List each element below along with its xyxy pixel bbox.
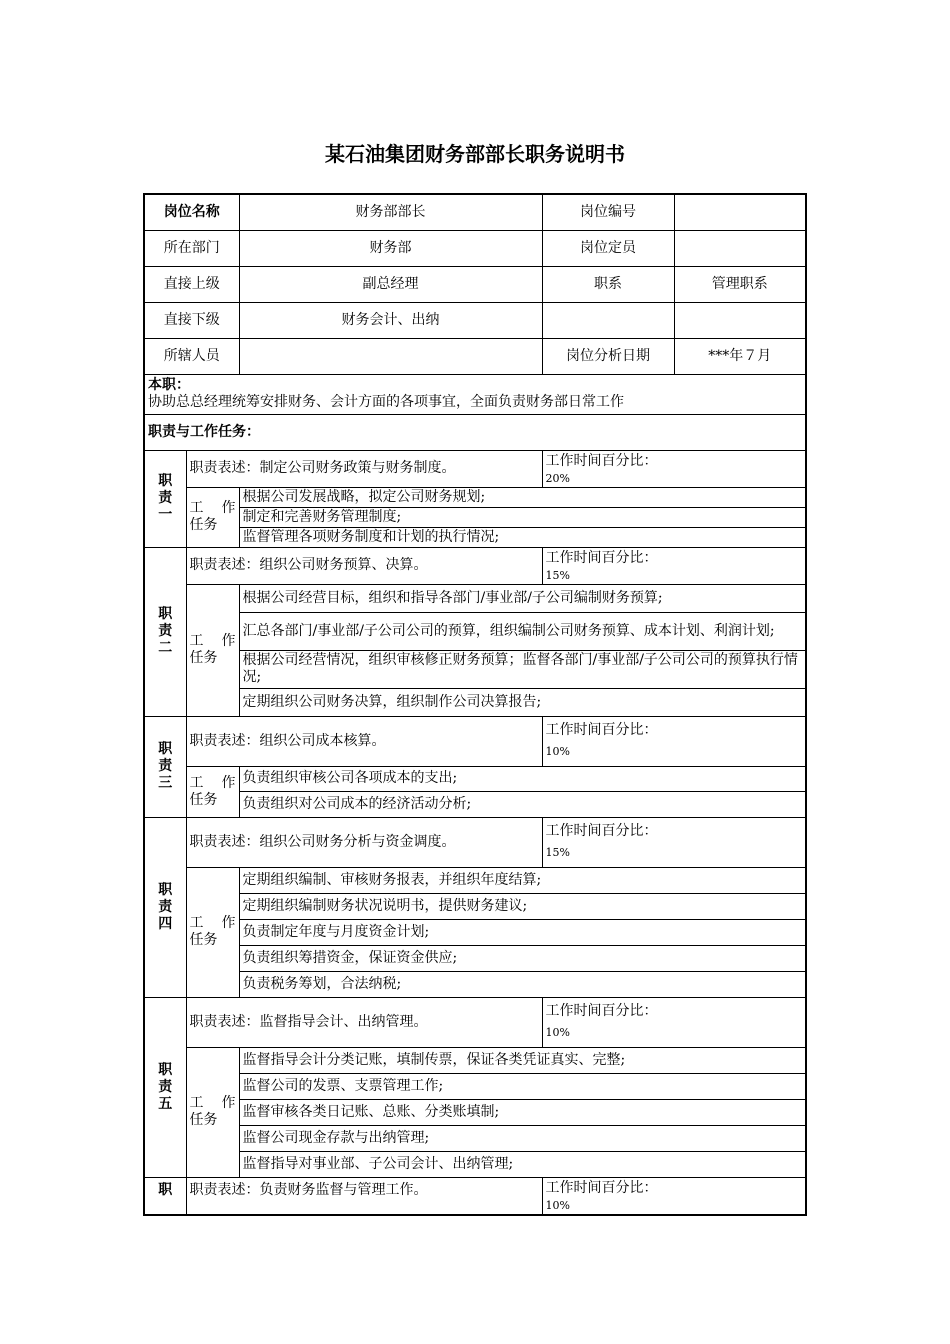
duty-4-statement: 职责表述：组织公司财务分析与资金调度。 — [186, 817, 542, 867]
duty-2-statement: 职责表述：组织公司财务预算、决算。 — [186, 547, 542, 584]
duty-statement-row — [144, 1177, 806, 1215]
position-code-value — [674, 194, 806, 230]
position-code-label: 岗位编号 — [542, 194, 674, 230]
duty-5-task: 监督指导对事业部、子公司会计、出纳管理; — [239, 1151, 806, 1177]
info-row — [144, 302, 806, 338]
task-row — [144, 766, 806, 791]
job-family-label: 职系 — [542, 266, 674, 302]
position-name-label: 岗位名称 — [144, 194, 239, 230]
task-row — [144, 893, 806, 919]
task-row — [144, 791, 806, 817]
position-name-value: 财务部部长 — [239, 194, 542, 230]
duty-2-task: 根据公司经营情况，组织审核修正财务预算；监督各部门/事业部/子公司公司的预算执行情况; — [239, 650, 806, 688]
responsibilities-header-row — [144, 414, 806, 450]
task-row — [144, 919, 806, 945]
task-row — [144, 867, 806, 893]
subordinate-label: 直接下级 — [144, 302, 239, 338]
page-title: 某石油集团财务部部长职务说明书 — [325, 142, 625, 166]
duty-5-task: 监督审核各类日记账、总账、分类账填制; — [239, 1099, 806, 1125]
summary-label: 本职： — [148, 376, 190, 393]
task-label: 工 作 任务 — [186, 766, 239, 817]
duty-5-pct: 工作时间百分比： 10% — [542, 997, 806, 1047]
duty-statement-row — [144, 450, 806, 487]
task-row — [144, 507, 806, 527]
superior-label: 直接上级 — [144, 266, 239, 302]
job-description-table — [143, 193, 807, 1216]
duty-3-statement: 职责表述：组织公司成本核算。 — [186, 716, 542, 766]
responsibilities-label: 职责与工作任务： — [144, 414, 806, 450]
task-row — [144, 945, 806, 971]
info-row — [144, 194, 806, 230]
duty-2-task: 定期组织公司财务决算，组织制作公司决算报告; — [239, 688, 806, 716]
staff-label: 所辖人员 — [144, 338, 239, 374]
duty-3-pct: 工作时间百分比： 10% — [542, 716, 806, 766]
duty-4-task: 负责组织筹措资金，保证资金供应; — [239, 945, 806, 971]
task-row — [144, 1099, 806, 1125]
task-row — [144, 650, 806, 688]
duty-2-pct: 工作时间百分比： 15% — [542, 547, 806, 584]
task-row — [144, 527, 806, 547]
job-family-value: 管理职系 — [674, 266, 806, 302]
staff-value — [239, 338, 542, 374]
task-label: 工 作 任务 — [186, 487, 239, 547]
duty-1-task: 根据公司发展战略，拟定公司财务规划; — [239, 487, 806, 507]
duty-5-task: 监督公司现金存款与出纳管理; — [239, 1125, 806, 1151]
empty-value — [674, 302, 806, 338]
duty-2-task: 根据公司经营目标，组织和指导各部门/事业部/子公司编制财务预算; — [239, 584, 806, 612]
department-label: 所在部门 — [144, 230, 239, 266]
superior-value: 副总经理 — [239, 266, 542, 302]
duty-3-name: 职 责 三 — [144, 716, 186, 817]
duty-5-task: 监督指导会计分类记账，填制传票，保证各类凭证真实、完整; — [239, 1047, 806, 1073]
summary-text: 协助总总经理统筹安排财务、会计方面的各项事宜，全面负责财务部日常工作 — [148, 393, 624, 410]
duty-4-task: 负责税务筹划，合法纳税; — [239, 971, 806, 997]
duty-statement-row — [144, 997, 806, 1047]
duty-6-statement: 职责表述：负责财务监督与管理工作。 — [186, 1177, 542, 1215]
task-label: 工 作 任务 — [186, 584, 239, 716]
task-row — [144, 1073, 806, 1099]
info-row — [144, 266, 806, 302]
headcount-label: 岗位定员 — [542, 230, 674, 266]
subordinate-value: 财务会计、出纳 — [239, 302, 542, 338]
task-label: 工 作 任务 — [186, 867, 239, 997]
duty-4-task: 定期组织编制财务状况说明书，提供财务建议; — [239, 893, 806, 919]
duty-1-task: 制定和完善财务管理制度; — [239, 507, 806, 527]
task-row — [144, 584, 806, 612]
task-row — [144, 612, 806, 650]
task-row — [144, 1047, 806, 1073]
duty-2-task: 汇总各部门/事业部/子公司公司的预算，组织编制公司财务预算、成本计划、利润计划; — [239, 612, 806, 650]
analysis-date-value: ***年７月 — [674, 338, 806, 374]
analysis-date-label: 岗位分析日期 — [542, 338, 674, 374]
task-row — [144, 487, 806, 507]
duty-statement-row — [144, 817, 806, 867]
duty-4-pct: 工作时间百分比： 15% — [542, 817, 806, 867]
duty-4-task: 负责制定年度与月度资金计划; — [239, 919, 806, 945]
duty-4-name: 职 责 四 — [144, 817, 186, 997]
task-row — [144, 1125, 806, 1151]
duty-statement-row — [144, 547, 806, 584]
task-row — [144, 688, 806, 716]
duty-6-name: 职 — [144, 1177, 186, 1215]
empty-label — [542, 302, 674, 338]
duty-1-task: 监督管理各项财务制度和计划的执行情况; — [239, 527, 806, 547]
headcount-value — [674, 230, 806, 266]
duty-6-pct: 工作时间百分比： 10% — [542, 1177, 806, 1215]
duty-1-name: 职 责 一 — [144, 450, 186, 547]
duty-1-statement: 职责表述：制定公司财务政策与财务制度。 — [186, 450, 542, 487]
duty-5-statement: 职责表述：监督指导会计、出纳管理。 — [186, 997, 542, 1047]
duty-3-task: 负责组织审核公司各项成本的支出; — [239, 766, 806, 791]
task-row — [144, 1151, 806, 1177]
department-value: 财务部 — [239, 230, 542, 266]
summary-row — [144, 374, 806, 414]
duty-1-pct: 工作时间百分比： 20% — [542, 450, 806, 487]
duty-5-name: 职 责 五 — [144, 997, 186, 1177]
task-label: 工 作 任务 — [186, 1047, 239, 1177]
duty-2-name: 职 责 二 — [144, 547, 186, 716]
info-row — [144, 338, 806, 374]
duty-statement-row — [144, 716, 806, 766]
duty-4-task: 定期组织编制、审核财务报表，并组织年度结算; — [239, 867, 806, 893]
duty-3-task: 负责组织对公司成本的经济活动分析; — [239, 791, 806, 817]
duty-5-task: 监督公司的发票、支票管理工作; — [239, 1073, 806, 1099]
info-row — [144, 230, 806, 266]
task-row — [144, 971, 806, 997]
